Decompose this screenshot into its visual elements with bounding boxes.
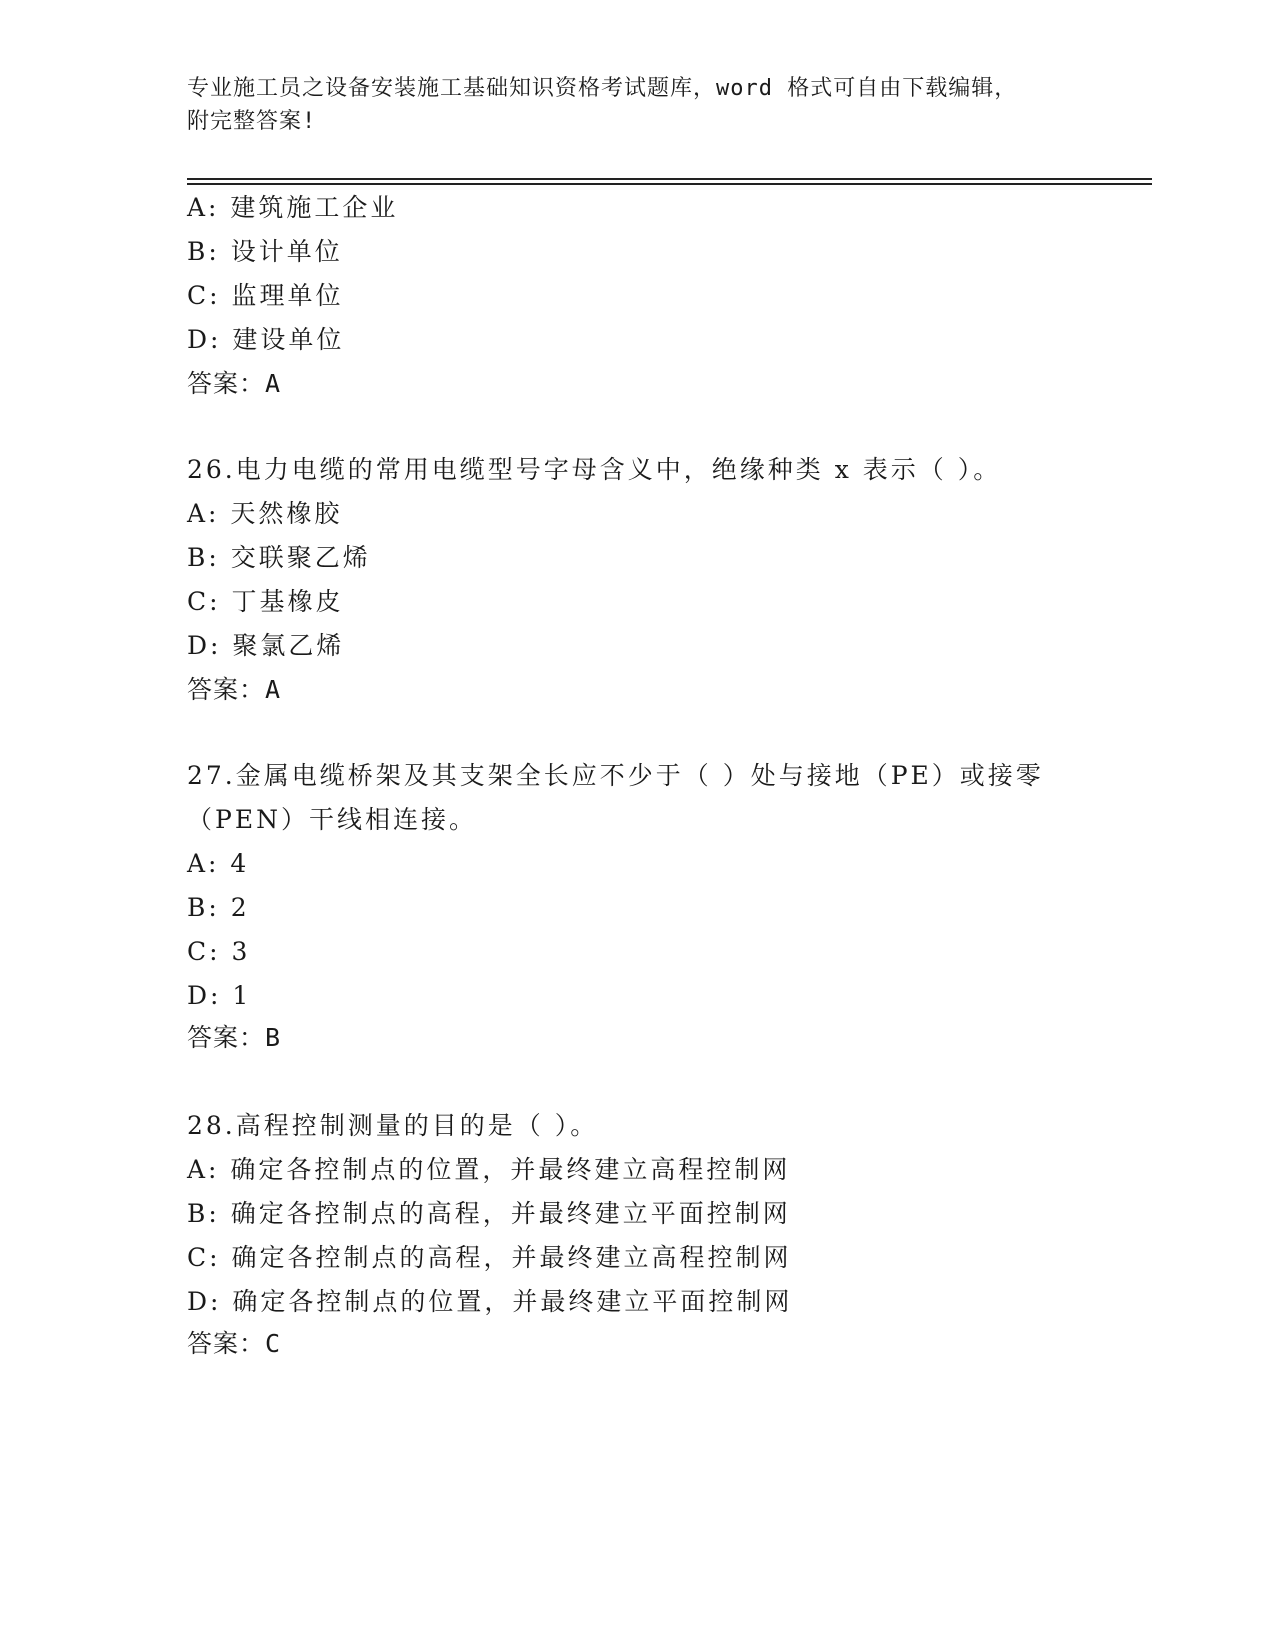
q27-question-line-2: （PEN）干线相连接。 [187, 805, 477, 834]
q26-option-b: B: 交联聚乙烯 [187, 543, 371, 572]
q26-option-d: D: 聚氯乙烯 [187, 631, 345, 660]
q26-option-a: A: 天然橡胶 [187, 499, 343, 528]
q27-option-c: C: 3 [187, 937, 251, 966]
header-divider-bottom [187, 183, 1152, 185]
q25-option-b: B: 设计单位 [187, 237, 343, 266]
q27-answer: 答案：B [187, 1023, 282, 1052]
q26-answer: 答案：A [187, 675, 282, 704]
header-line-1: 专业施工员之设备安装施工基础知识资格考试题库，word 格式可自由下载编辑， [187, 76, 1018, 101]
q26-question: 26.电力电缆的常用电缆型号字母含义中，绝缘种类 x 表示（ ）。 [187, 455, 1002, 484]
q25-option-c: C: 监理单位 [187, 281, 344, 310]
q28-option-a: A: 确定各控制点的位置，并最终建立高程控制网 [187, 1155, 791, 1184]
q27-option-b: B: 2 [187, 893, 250, 922]
q28-question: 28.高程控制测量的目的是（ ）。 [187, 1111, 599, 1140]
q27-option-a: A: 4 [187, 849, 250, 878]
q27-question-line-1: 27.金属电缆桥架及其支架全长应不少于（ ）处与接地（PE）或接零 [187, 761, 1044, 790]
document-header [187, 72, 1087, 138]
q28-option-b: B: 确定各控制点的高程，并最终建立平面控制网 [187, 1199, 791, 1228]
header-line-2: 附完整答案! [187, 109, 317, 134]
q28-option-c: C: 确定各控制点的高程，并最终建立高程控制网 [187, 1243, 792, 1272]
q27-option-d: D: 1 [187, 981, 252, 1010]
q25-option-a: A: 建筑施工企业 [187, 193, 399, 222]
q25-option-d: D: 建设单位 [187, 325, 345, 354]
header-divider-top [187, 178, 1152, 180]
q26-option-c: C: 丁基橡皮 [187, 587, 344, 616]
q28-option-d: D: 确定各控制点的位置，并最终建立平面控制网 [187, 1287, 793, 1316]
q28-answer: 答案：C [187, 1329, 282, 1358]
q25-answer: 答案：A [187, 369, 282, 398]
